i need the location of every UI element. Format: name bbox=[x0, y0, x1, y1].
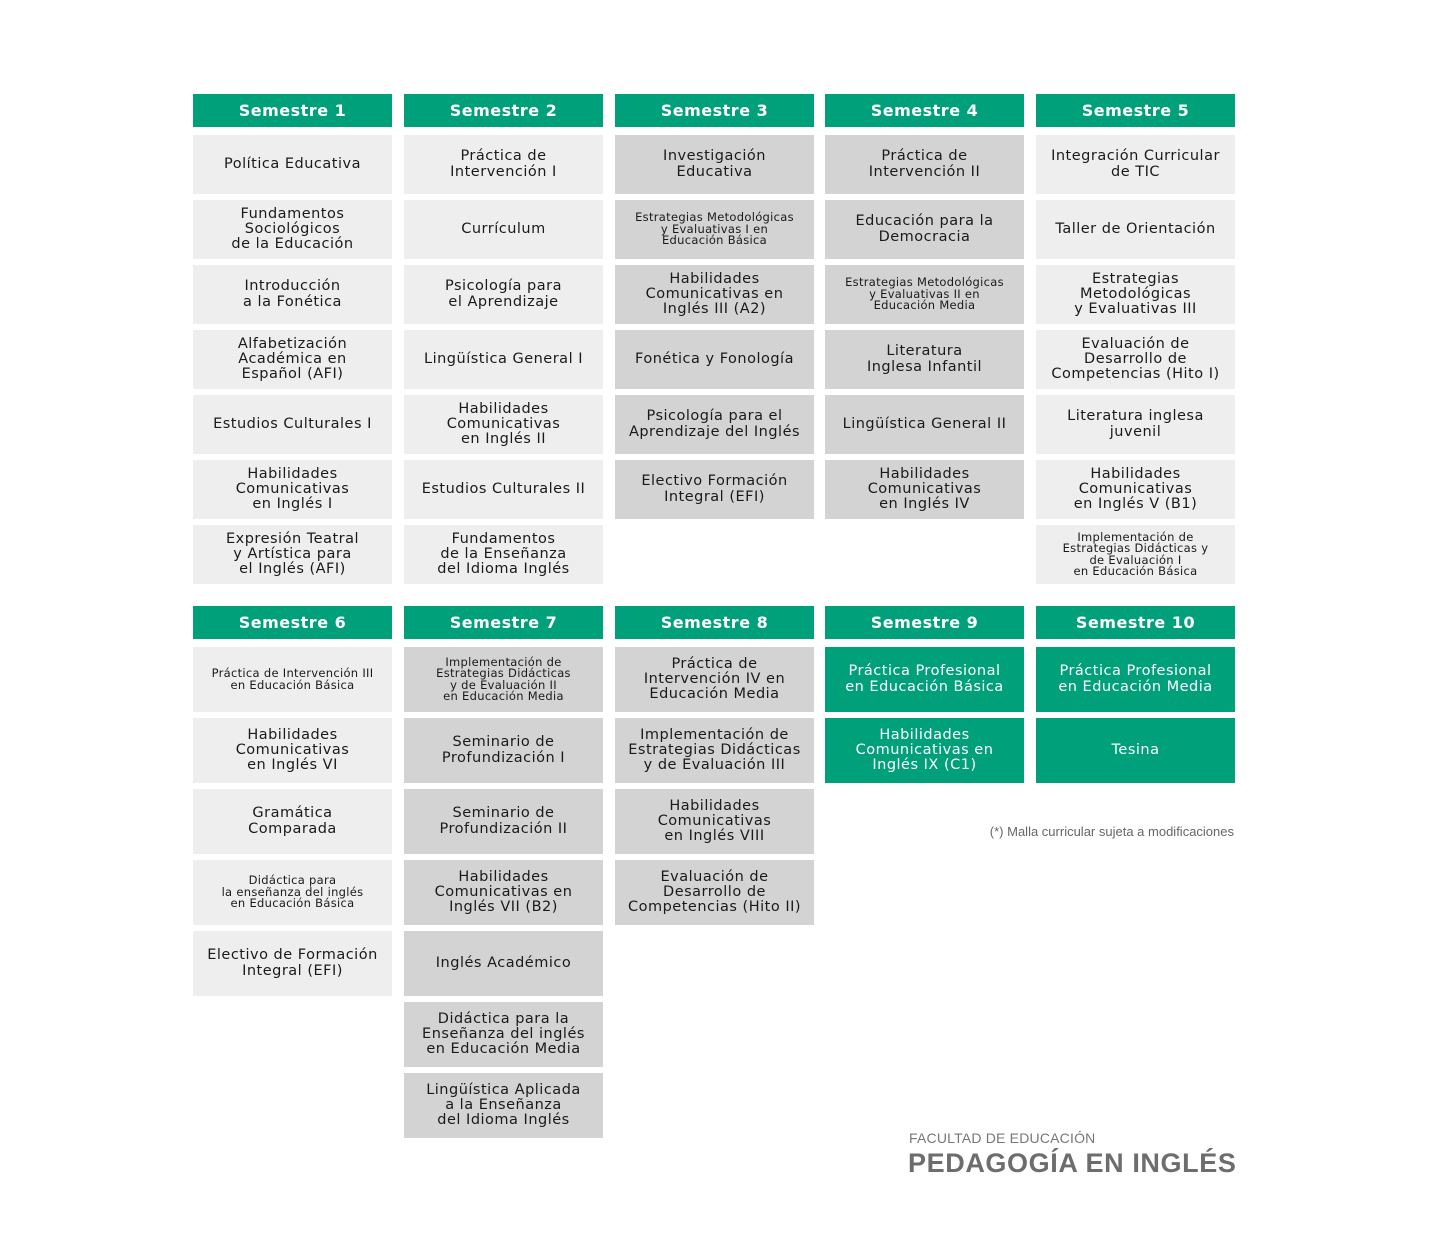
course-label: Gramática Comparada bbox=[248, 805, 337, 837]
semester-header: Semestre 10 bbox=[1036, 606, 1235, 639]
semester-column bbox=[193, 94, 392, 590]
course-box bbox=[1036, 718, 1235, 783]
course-box bbox=[404, 1002, 603, 1067]
course-label: Investigación Educativa bbox=[663, 148, 766, 180]
course-label: Política Educativa bbox=[224, 155, 361, 172]
course-box bbox=[193, 200, 392, 259]
course-label: Literatura inglesa juvenil bbox=[1067, 408, 1204, 440]
semester-header: Semestre 6 bbox=[193, 606, 392, 639]
course-box bbox=[615, 460, 814, 519]
course-label: Integración Curricular de TIC bbox=[1051, 148, 1220, 180]
course-box bbox=[615, 330, 814, 389]
course-box bbox=[825, 265, 1024, 324]
semester-column bbox=[825, 606, 1024, 789]
course-list bbox=[193, 135, 392, 584]
course-label: Lingüística General II bbox=[842, 415, 1007, 432]
course-box bbox=[615, 718, 814, 783]
course-box bbox=[193, 395, 392, 454]
course-box bbox=[404, 1073, 603, 1138]
course-label: Inglés Académico bbox=[435, 954, 572, 971]
course-label: Currículum bbox=[461, 220, 546, 237]
course-label: Psicología para el Aprendizaje del Inglés bbox=[628, 408, 801, 440]
course-label: Implementación de Estrategias Didácticas y de Evaluación I en Educación Básica bbox=[1062, 529, 1209, 578]
curriculum-note: (*) Malla curricular sujeta a modificaciones bbox=[989, 824, 1234, 839]
semester-header: Semestre 3 bbox=[615, 94, 814, 127]
course-label: Habilidades Comunicativas en Inglés VII (B2) bbox=[434, 868, 573, 916]
course-label: Electivo de Formación Integral (EFI) bbox=[207, 947, 378, 979]
course-box bbox=[1036, 330, 1235, 389]
course-box bbox=[1036, 460, 1235, 519]
course-label: Habilidades Comunicativas en Inglés I bbox=[235, 465, 350, 513]
course-box bbox=[1036, 525, 1235, 584]
course-label: Práctica de Intervención III en Educación Básica bbox=[211, 666, 374, 692]
course-box bbox=[404, 460, 603, 519]
course-list bbox=[1036, 647, 1235, 783]
course-list bbox=[615, 647, 814, 925]
course-box bbox=[404, 265, 603, 324]
course-label: Didáctica para la Enseñanza del inglés en Educación Media bbox=[422, 1010, 585, 1058]
course-label: Habilidades Comunicativas en Inglés IV bbox=[867, 465, 982, 513]
program-title: PEDAGOGÍA EN INGLÉS bbox=[908, 1148, 1237, 1178]
course-box bbox=[193, 330, 392, 389]
course-label: Práctica Profesional en Educación Básica bbox=[845, 663, 1004, 695]
course-label: Evaluación de Desarrollo de Competencias (Hito I) bbox=[1051, 335, 1220, 383]
course-label: Tesina bbox=[1111, 741, 1160, 758]
course-box bbox=[193, 460, 392, 519]
semester-header: Semestre 2 bbox=[404, 94, 603, 127]
course-box bbox=[615, 395, 814, 454]
course-label: Práctica de Intervención II bbox=[868, 148, 981, 180]
course-label: Fonética y Fonología bbox=[635, 350, 794, 367]
course-label: Lingüística Aplicada a la Enseñanza del Idioma Inglés bbox=[426, 1081, 581, 1129]
course-box bbox=[825, 647, 1024, 712]
semester-column bbox=[825, 94, 1024, 525]
course-label: Práctica de Intervención IV en Educación Media bbox=[643, 655, 786, 703]
course-label: Electivo Formación Integral (EFI) bbox=[641, 473, 788, 505]
course-box bbox=[193, 860, 392, 925]
semester-column bbox=[404, 606, 603, 1144]
course-box bbox=[193, 525, 392, 584]
semester-column bbox=[193, 606, 392, 1002]
course-label: Habilidades Comunicativas en Inglés III (A2) bbox=[645, 270, 784, 318]
course-list bbox=[1036, 135, 1235, 584]
course-list bbox=[404, 135, 603, 584]
course-label: Fundamentos de la Enseñanza del Idioma Inglés bbox=[437, 530, 570, 578]
course-box bbox=[404, 525, 603, 584]
course-box bbox=[1036, 135, 1235, 194]
course-label: Expresión Teatral y Artística para el Inglés (AFI) bbox=[225, 530, 360, 578]
course-box bbox=[825, 460, 1024, 519]
course-box bbox=[193, 647, 392, 712]
course-box bbox=[193, 265, 392, 324]
semester-header: Semestre 7 bbox=[404, 606, 603, 639]
course-label: Estrategias Metodológicas y Evaluativas III bbox=[1074, 270, 1197, 318]
course-box bbox=[825, 395, 1024, 454]
course-box bbox=[825, 200, 1024, 259]
course-label: Implementación de Estrategias Didácticas y de Evaluación II en Educación Media bbox=[436, 654, 571, 703]
course-box bbox=[615, 860, 814, 925]
course-label: Práctica Profesional en Educación Media bbox=[1058, 663, 1213, 695]
semester-header: Semestre 4 bbox=[825, 94, 1024, 127]
course-box bbox=[615, 200, 814, 259]
course-label: Habilidades Comunicativas en Inglés VI bbox=[235, 726, 350, 774]
course-label: Estudios Culturales I bbox=[213, 415, 372, 432]
semester-column bbox=[404, 94, 603, 590]
course-list bbox=[825, 135, 1024, 519]
course-label: Alfabetización Académica en Español (AFI) bbox=[237, 335, 348, 383]
course-box bbox=[615, 789, 814, 854]
course-label: Evaluación de Desarrollo de Competencias (Hito II) bbox=[627, 868, 802, 916]
course-box bbox=[404, 135, 603, 194]
course-box bbox=[825, 718, 1024, 783]
course-list bbox=[825, 647, 1024, 783]
course-label: Didáctica para la enseñanza del inglés en Educación Básica bbox=[221, 873, 364, 911]
course-box bbox=[404, 718, 603, 783]
semester-header: Semestre 9 bbox=[825, 606, 1024, 639]
course-label: Lingüística General I bbox=[424, 350, 583, 367]
course-label: Estudios Culturales II bbox=[421, 480, 586, 497]
course-box bbox=[615, 265, 814, 324]
course-box bbox=[615, 647, 814, 712]
semester-column bbox=[1036, 94, 1235, 590]
faculty-name: FACULTAD DE EDUCACIÓN bbox=[909, 1130, 1096, 1146]
course-box bbox=[825, 135, 1024, 194]
course-box bbox=[404, 789, 603, 854]
course-label: Introducción a la Fonética bbox=[243, 278, 342, 310]
course-label: Habilidades Comunicativas en Inglés II bbox=[446, 400, 561, 448]
course-label: Fundamentos Sociológicos de la Educación bbox=[231, 205, 354, 253]
course-box bbox=[404, 330, 603, 389]
course-label: Literatura Inglesa Infantil bbox=[866, 343, 983, 375]
course-box bbox=[404, 647, 603, 712]
course-box bbox=[404, 931, 603, 996]
course-label: Estrategias Metodológicas y Evaluativas II en Educación Media bbox=[845, 275, 1004, 313]
course-label: Estrategias Metodológicas y Evaluativas I en Educación Básica bbox=[635, 210, 794, 248]
course-list bbox=[404, 647, 603, 1138]
semester-column bbox=[615, 94, 814, 525]
course-box bbox=[193, 718, 392, 783]
course-box bbox=[404, 860, 603, 925]
course-box bbox=[825, 330, 1024, 389]
course-label: Seminario de Profundización I bbox=[441, 734, 566, 766]
course-box bbox=[404, 395, 603, 454]
semester-column bbox=[615, 606, 814, 931]
semester-column bbox=[1036, 606, 1235, 789]
semester-header: Semestre 8 bbox=[615, 606, 814, 639]
semester-header: Semestre 5 bbox=[1036, 94, 1235, 127]
course-label: Educación para la Democracia bbox=[855, 213, 994, 245]
course-box bbox=[1036, 647, 1235, 712]
course-box bbox=[1036, 200, 1235, 259]
course-label: Habilidades Comunicativas en Inglés VIII bbox=[657, 797, 772, 845]
semester-header: Semestre 1 bbox=[193, 94, 392, 127]
course-label: Práctica de Intervención I bbox=[450, 148, 557, 180]
course-label: Habilidades Comunicativas en Inglés IX (C1) bbox=[855, 726, 994, 774]
course-box bbox=[193, 789, 392, 854]
course-box bbox=[615, 135, 814, 194]
course-box bbox=[193, 931, 392, 996]
course-box bbox=[1036, 265, 1235, 324]
course-list bbox=[615, 135, 814, 519]
course-label: Implementación de Estrategias Didácticas y de Evaluación III bbox=[628, 726, 801, 774]
course-box bbox=[193, 135, 392, 194]
course-label: Habilidades Comunicativas en Inglés V (B1) bbox=[1073, 465, 1198, 513]
course-label: Taller de Orientación bbox=[1055, 220, 1216, 237]
course-label: Psicología para el Aprendizaje bbox=[445, 278, 562, 310]
course-label: Seminario de Profundización II bbox=[439, 805, 568, 837]
course-box bbox=[404, 200, 603, 259]
course-box bbox=[1036, 395, 1235, 454]
course-list bbox=[193, 647, 392, 996]
